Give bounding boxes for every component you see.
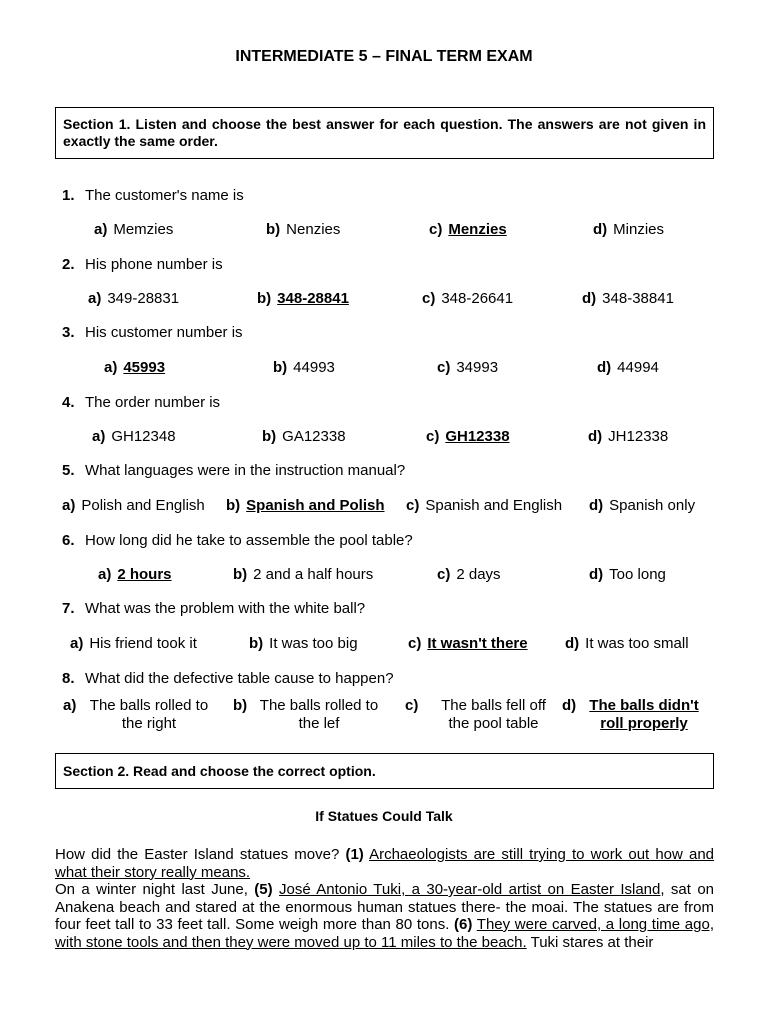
option-1b[interactable]: b) Nenzies bbox=[266, 221, 341, 238]
option-7b[interactable]: b) It was too big bbox=[249, 635, 358, 652]
exam-title: INTERMEDIATE 5 – FINAL TERM EXAM bbox=[235, 48, 533, 65]
question-text: His customer number is bbox=[85, 324, 243, 341]
question-7 bbox=[62, 600, 365, 617]
option-8a[interactable]: a) The balls rolled to the right bbox=[63, 697, 209, 732]
option-5b[interactable]: b) Spanish and Polish bbox=[226, 497, 385, 514]
underlined-sentence-1: Archaeologists are still trying to work out how and what their story really means. bbox=[55, 846, 714, 881]
option-2a[interactable]: a) 349-28831 bbox=[88, 290, 180, 307]
option-7a[interactable]: a) His friend took it bbox=[70, 635, 197, 652]
question-2 bbox=[62, 256, 223, 273]
question-text: How long did he take to assemble the pool table? bbox=[85, 532, 413, 549]
question-number: 2. bbox=[62, 256, 75, 273]
option-5c[interactable]: c) Spanish and English bbox=[406, 497, 563, 514]
option-1c[interactable]: c) Menzies bbox=[429, 221, 507, 238]
question-number: 5. bbox=[62, 462, 75, 479]
correct-answer: It wasn't there bbox=[427, 635, 528, 652]
option-3b[interactable]: b) 44993 bbox=[273, 359, 335, 376]
question-4 bbox=[62, 394, 220, 411]
marker-5: (5) bbox=[254, 881, 273, 898]
option-2d[interactable]: d) 348-38841 bbox=[582, 290, 674, 307]
question-number: 6. bbox=[62, 532, 75, 549]
option-4a[interactable]: a) GH12348 bbox=[92, 428, 176, 445]
option-2b[interactable]: b) 348-28841 bbox=[257, 290, 349, 307]
option-7c[interactable]: c) It wasn't there bbox=[408, 635, 528, 652]
section-1-instructions: Section 1. Listen and choose the best answer for each question. The answers are not given in exactly the same order. bbox=[55, 107, 714, 159]
question-6 bbox=[62, 532, 413, 549]
correct-answer: 348-28841 bbox=[277, 290, 349, 307]
option-6c[interactable]: c) 2 days bbox=[437, 566, 501, 583]
correct-answer: Spanish and Polish bbox=[246, 497, 385, 514]
correct-answer: Menzies bbox=[448, 221, 507, 238]
question-number: 8. bbox=[62, 670, 75, 687]
question-5 bbox=[62, 462, 405, 479]
section-2-instructions: Section 2. Read and choose the correct option. bbox=[55, 753, 714, 789]
correct-answer: 2 hours bbox=[117, 566, 172, 583]
option-4d[interactable]: d) JH12338 bbox=[588, 428, 669, 445]
question-text: What did the defective table cause to happen? bbox=[85, 670, 394, 687]
option-1d[interactable]: d) Minzies bbox=[593, 221, 665, 238]
marker-6: (6) bbox=[454, 916, 473, 933]
question-number: 3. bbox=[62, 324, 75, 341]
option-8b[interactable]: b) The balls rolled to the lef bbox=[233, 697, 379, 732]
question-number: 4. bbox=[62, 394, 75, 411]
option-3c[interactable]: c) 34993 bbox=[437, 359, 499, 376]
option-6a[interactable]: a) 2 hours bbox=[98, 566, 172, 583]
option-1a[interactable]: a) Memzies bbox=[94, 221, 174, 238]
question-number: 1. bbox=[62, 187, 75, 204]
underlined-sentence-6: They were carved, a long time ago, with stone tools and then they were moved up to 11 miles to the beach. bbox=[55, 916, 714, 951]
option-8d[interactable]: d) The balls didn't roll properly bbox=[562, 697, 704, 733]
question-text: What languages were in the instruction manual? bbox=[85, 462, 406, 479]
correct-answer: The balls didn't bbox=[589, 697, 699, 714]
option-4c[interactable]: c) GH12338 bbox=[426, 428, 510, 445]
question-number: 7. bbox=[62, 600, 75, 617]
marker-1: (1) bbox=[345, 846, 364, 863]
underlined-sentence-5: José Antonio Tuki, a 30-year-old artist on Easter Island bbox=[279, 881, 661, 898]
question-3 bbox=[62, 324, 243, 341]
question-text: What was the problem with the white ball? bbox=[85, 600, 366, 617]
option-5d[interactable]: d) Spanish only bbox=[589, 497, 696, 514]
option-8c[interactable]: c) The balls fell off the pool table bbox=[405, 697, 546, 732]
correct-answer: GH12338 bbox=[445, 428, 510, 445]
question-text: His phone number is bbox=[85, 256, 223, 273]
option-7d[interactable]: d) It was too small bbox=[565, 635, 689, 652]
option-4b[interactable]: b) GA12338 bbox=[262, 428, 346, 445]
option-5a[interactable]: a) Polish and English bbox=[62, 497, 205, 514]
question-text: The order number is bbox=[85, 394, 221, 411]
correct-answer: 45993 bbox=[123, 359, 166, 376]
question-text: The customer's name is bbox=[85, 187, 244, 204]
option-6b[interactable]: b) 2 and a half hours bbox=[233, 566, 374, 583]
reading-passage: How did the Easter Island statues move? (1) Archaeologists are still trying to work out how and what their story really means. On a winter night last June, (5) José Antonio Tuki, a 30-year-old artist on Easter Island, sat on Anakena beach and stared at the enormous human statues there- the moai. The statues are from four feet tall to 33 feet tall. Some weigh more than 80 tons. (6) They were carved, a long time ago, with stone tools and then they were moved up to 11 miles to the beach. Tuki stares at their bbox=[55, 846, 715, 951]
question-8 bbox=[62, 670, 394, 687]
option-3a[interactable]: a) 45993 bbox=[104, 359, 166, 376]
question-1 bbox=[62, 187, 244, 204]
option-6d[interactable]: d) Too long bbox=[589, 566, 666, 583]
option-3d[interactable]: d) 44994 bbox=[597, 359, 659, 376]
reading-title: If Statues Could Talk bbox=[315, 808, 453, 824]
option-2c[interactable]: c) 348-26641 bbox=[422, 290, 514, 307]
